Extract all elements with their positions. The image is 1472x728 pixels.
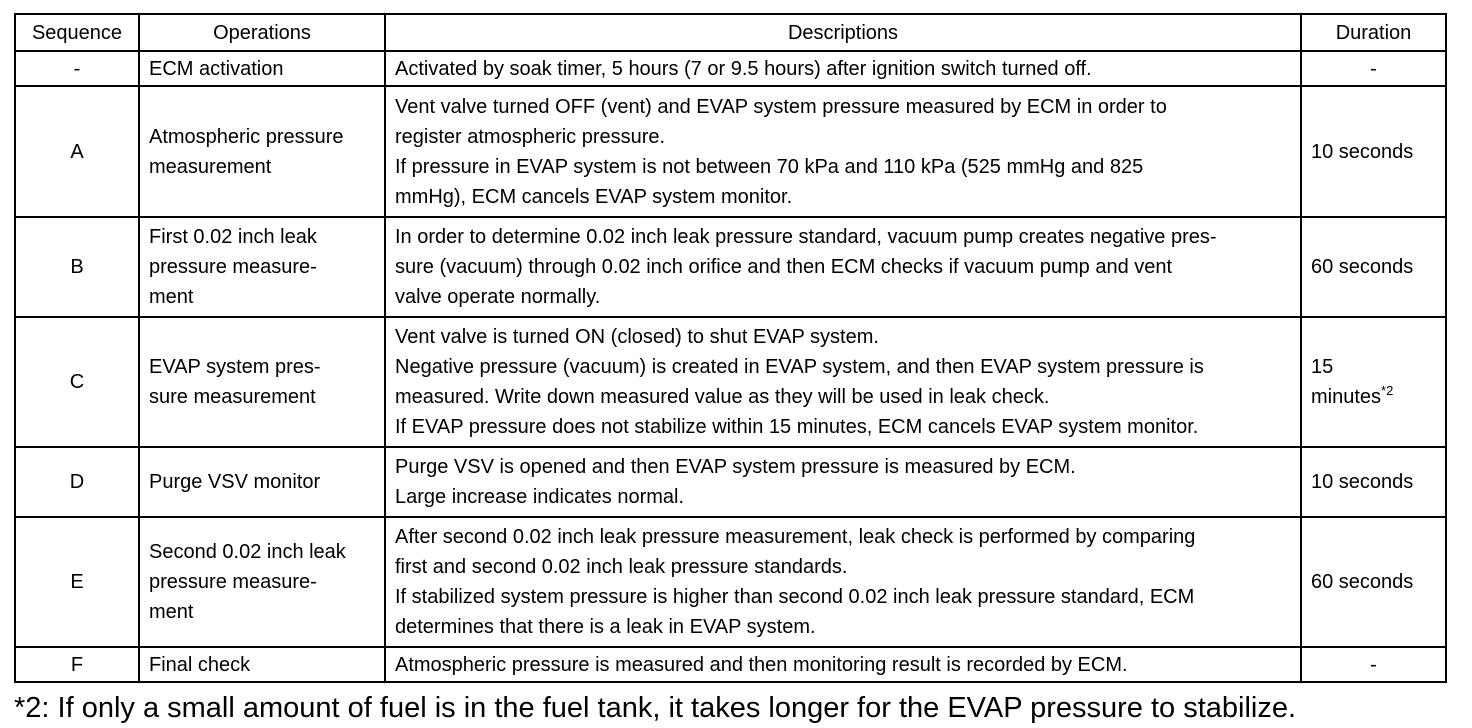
evap-monitor-table bbox=[14, 13, 1447, 683]
description-line: determines that there is a leak in EVAP system. bbox=[395, 616, 816, 638]
operation-cell bbox=[139, 51, 385, 86]
table-row bbox=[15, 86, 1446, 217]
table-row bbox=[15, 447, 1446, 517]
duration-cell bbox=[1301, 517, 1446, 647]
duration-text: 10 seconds bbox=[1311, 471, 1414, 493]
operation-cell bbox=[139, 217, 385, 317]
duration-text bbox=[1311, 382, 1436, 412]
footnote: *2: If only a small amount of fuel is in the fuel tank, it takes longer for the EVAP pressure to stabilize. bbox=[14, 692, 1297, 724]
operation-text: ment bbox=[149, 286, 194, 308]
duration-cell bbox=[1301, 51, 1446, 86]
description-line: Atmospheric pressure is measured and then monitoring result is recorded by ECM. bbox=[395, 653, 1128, 676]
duration-text: 15 bbox=[1311, 356, 1334, 378]
duration-cell bbox=[1301, 447, 1446, 517]
operation-text: First 0.02 inch leak bbox=[149, 226, 317, 248]
header-descriptions: Descriptions bbox=[385, 14, 1301, 51]
duration-unit: minutes bbox=[1311, 386, 1382, 408]
description-line: mmHg), ECM cancels EVAP system monitor. bbox=[395, 185, 793, 208]
operation-text: ECM activation bbox=[149, 57, 284, 80]
description-line: After second 0.02 inch leak pressure measurement, leak check is performed by comparing bbox=[395, 526, 1196, 548]
duration-text: - bbox=[1370, 653, 1377, 676]
table-row bbox=[15, 517, 1446, 647]
description-line: sure (vacuum) through 0.02 inch orifice and then ECM checks if vacuum pump and vent bbox=[395, 256, 1173, 278]
duration-text: 60 seconds bbox=[1311, 256, 1414, 278]
description-cell bbox=[385, 317, 1301, 447]
description-cell bbox=[385, 647, 1301, 682]
operation-text: EVAP system pres- bbox=[149, 356, 321, 378]
operation-text: Second 0.02 inch leak bbox=[149, 541, 346, 563]
description-line: first and second 0.02 inch leak pressure standards. bbox=[395, 556, 848, 578]
description-line: If stabilized system pressure is higher than second 0.02 inch leak pressure standard, ECM bbox=[395, 586, 1195, 608]
header-operations: Operations bbox=[139, 14, 385, 51]
sequence-cell: E bbox=[15, 517, 139, 647]
description-line: Activated by soak timer, 5 hours (7 or 9.5 hours) after ignition switch turned off. bbox=[395, 57, 1092, 80]
header-duration: Duration bbox=[1301, 14, 1446, 51]
description-cell bbox=[385, 447, 1301, 517]
table-row bbox=[15, 51, 1446, 86]
description-line: Large increase indicates normal. bbox=[395, 486, 685, 508]
duration-text: 10 seconds bbox=[1311, 140, 1414, 163]
header-sequence: Sequence bbox=[15, 14, 139, 51]
operation-text: measurement bbox=[149, 155, 272, 178]
duration-text: 60 seconds bbox=[1311, 571, 1414, 593]
description-line: valve operate normally. bbox=[395, 286, 601, 308]
description-cell bbox=[385, 217, 1301, 317]
operation-text: pressure measure- bbox=[149, 256, 317, 278]
description-cell bbox=[385, 517, 1301, 647]
table-row bbox=[15, 647, 1446, 682]
table-header-row bbox=[15, 14, 1446, 51]
operation-text: Purge VSV monitor bbox=[149, 471, 321, 493]
sequence-cell: A bbox=[15, 86, 139, 217]
description-line: In order to determine 0.02 inch leak pressure standard, vacuum pump creates negative pres- bbox=[395, 226, 1217, 248]
table-row bbox=[15, 317, 1446, 447]
operation-text: pressure measure- bbox=[149, 571, 317, 593]
description-line: If EVAP pressure does not stabilize within 15 minutes, ECM cancels EVAP system monitor. bbox=[395, 416, 1199, 438]
operation-cell bbox=[139, 517, 385, 647]
duration-text: - bbox=[1370, 57, 1377, 80]
footnote-marker: *2 bbox=[1381, 383, 1394, 398]
operation-cell bbox=[139, 447, 385, 517]
duration-cell bbox=[1301, 317, 1446, 447]
sequence-cell: - bbox=[15, 51, 139, 86]
description-line: measured. Write down measured value as they will be used in leak check. bbox=[395, 386, 1050, 408]
sequence-cell: C bbox=[15, 317, 139, 447]
description-line: Negative pressure (vacuum) is created in EVAP system, and then EVAP system pressure is bbox=[395, 356, 1204, 378]
description-line: Vent valve is turned ON (closed) to shut EVAP system. bbox=[395, 326, 879, 348]
table-row bbox=[15, 217, 1446, 317]
description-line: Vent valve turned OFF (vent) and EVAP system pressure measured by ECM in order to bbox=[395, 95, 1167, 118]
sequence-cell: B bbox=[15, 217, 139, 317]
sequence-cell: D bbox=[15, 447, 139, 517]
operation-text: ment bbox=[149, 601, 194, 623]
duration-cell bbox=[1301, 217, 1446, 317]
description-cell bbox=[385, 51, 1301, 86]
operation-cell bbox=[139, 647, 385, 682]
operation-text: sure measurement bbox=[149, 386, 316, 408]
description-line: register atmospheric pressure. bbox=[395, 125, 666, 148]
description-line: Purge VSV is opened and then EVAP system pressure is measured by ECM. bbox=[395, 456, 1076, 478]
operation-text: Atmospheric pressure bbox=[149, 125, 344, 148]
description-cell bbox=[385, 86, 1301, 217]
operation-cell bbox=[139, 86, 385, 217]
duration-cell bbox=[1301, 647, 1446, 682]
sequence-cell: F bbox=[15, 647, 139, 682]
operation-text: Final check bbox=[149, 653, 251, 676]
duration-cell bbox=[1301, 86, 1446, 217]
operation-cell bbox=[139, 317, 385, 447]
description-line: If pressure in EVAP system is not between 70 kPa and 110 kPa (525 mmHg and 825 bbox=[395, 155, 1144, 178]
